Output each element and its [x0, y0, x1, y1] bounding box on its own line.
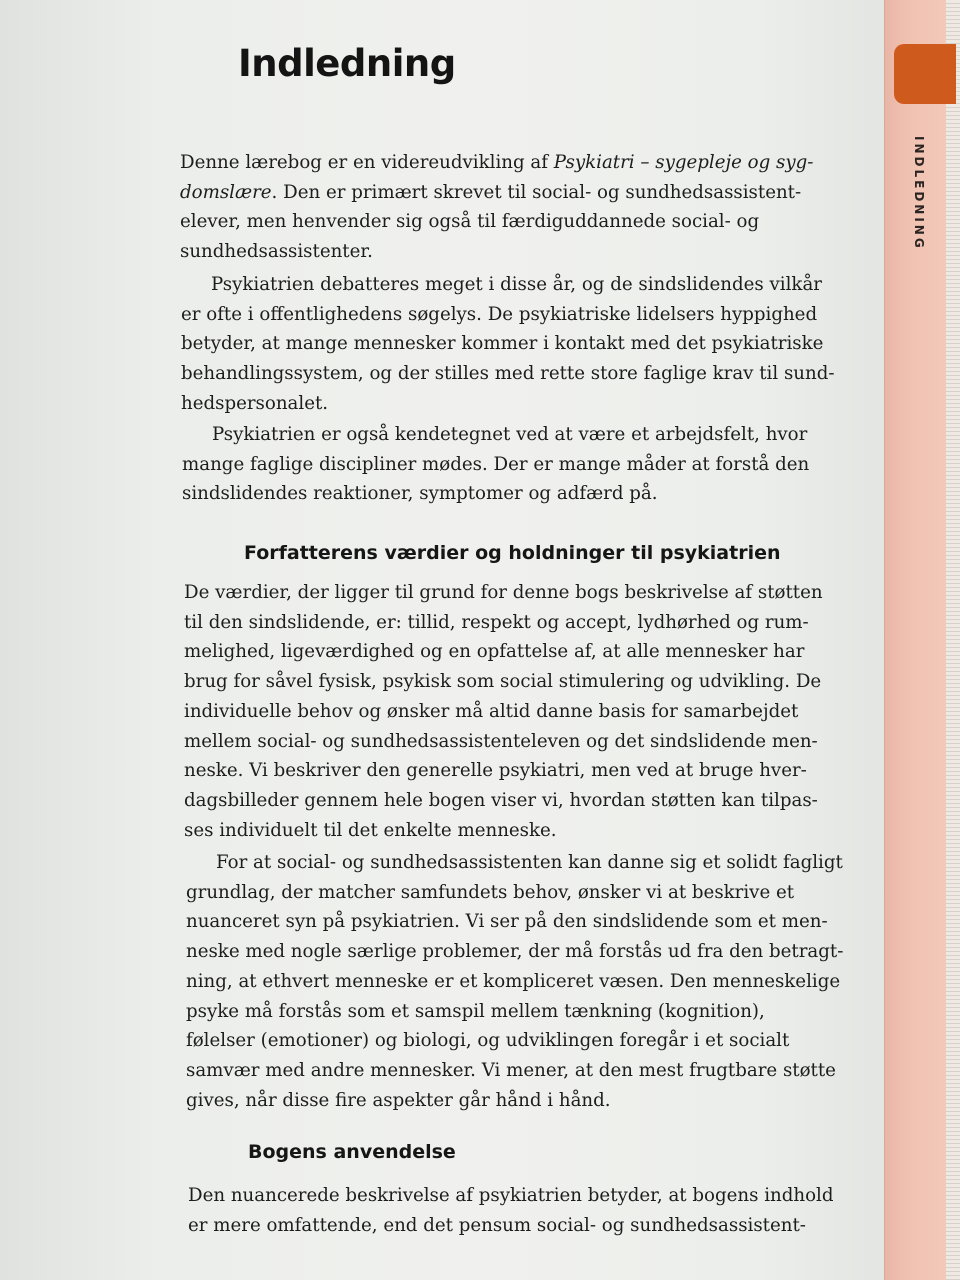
text-line: Psykiatrien debatteres meget i disse år, og de sindslidendes vilkår — [211, 274, 822, 295]
text-line: Den nuancerede beskrivelse af psykiatrien betyder, at bogens indhold — [188, 1185, 834, 1206]
text-line: sundhedsassistenter. — [180, 241, 373, 263]
text-line: nuanceret syn på psykiatrien. Vi ser på den sindslidende som et men- — [186, 911, 828, 933]
text-line: er mere omfattende, end det pensum social- og sundhedsassistent- — [188, 1214, 806, 1236]
section-heading-usage: Bogens anvendelse — [248, 1141, 456, 1163]
text-line: følelser (emotioner) og biologi, og udviklingen foregår i et socialt — [186, 1030, 790, 1052]
text-line: behandlingssystem, og der stilles med rette store faglige krav til sund- — [181, 363, 835, 385]
text-line: mange faglige discipliner mødes. Der er mange måder at forstå den — [182, 453, 810, 475]
intro-paragraph-3 — [182, 420, 842, 509]
values-paragraph-1 — [184, 578, 844, 845]
text-line: dagsbilleder gennem hele bogen viser vi, hvordan støtten kan tilpas- — [184, 789, 818, 811]
chapter-tab-label: INDLEDNING — [912, 136, 926, 251]
text-line: elever, men henvender sig også til færdiguddannede social- og — [180, 211, 760, 233]
text-line: til den sindslidende, er: tillid, respekt og accept, lydhørhed og rum- — [184, 611, 809, 633]
chapter-heading: Indledning — [238, 42, 456, 85]
text-line: individuelle behov og ønsker må altid danne basis for samarbejdet — [184, 700, 799, 722]
values-paragraph-2 — [186, 848, 846, 1115]
text-line: neske. Vi beskriver den generelle psykiatri, men ved at bruge hver- — [184, 760, 807, 782]
text-line: sindslidendes reaktioner, symptomer og adfærd på. — [182, 483, 658, 505]
text-line: Psykiatrien er også kendetegnet ved at være et arbejdsfelt, hvor — [212, 424, 808, 445]
intro-paragraph-2 — [181, 270, 841, 419]
intro-paragraph-1 — [180, 148, 840, 267]
text-line: neske med nogle særlige problemer, der må forstås ud fra den betragt- — [186, 941, 844, 963]
text-line: gives, når disse fire aspekter går hånd i hånd. — [186, 1089, 611, 1111]
text-line: domslære. Den er primært skrevet til social- og sundhedsassistent- — [180, 181, 802, 203]
text-line: mellem social- og sundhedsassistenteleven og det sindslidende men- — [184, 730, 818, 752]
text-line: brug for såvel fysisk, psykisk som social stimulering og udvikling. De — [184, 671, 822, 693]
text-line: ning, at ethvert menneske er et kompliceret væsen. Den menneskelige — [186, 970, 841, 992]
text-line: betyder, at mange mennesker kommer i kontakt med det psykiatriske — [181, 333, 824, 355]
text-line: De værdier, der ligger til grund for denne bogs beskrivelse af støtten — [184, 582, 823, 603]
text-line: Denne lærebog er en videreudvikling af Psykiatri – sygepleje og syg- — [180, 152, 814, 173]
text-line: grundlag, der matcher samfundets behov, ønsker vi at beskrive et — [186, 881, 795, 903]
text-line: For at social- og sundhedsassistenten kan danne sig et solidt fagligt — [216, 852, 843, 873]
text-line: melighed, ligeværdighed og en opfattelse af, at alle mennesker har — [184, 641, 805, 663]
text-line: hedspersonalet. — [181, 392, 329, 414]
text-line: samvær med andre mennesker. Vi mener, at den mest frugtbare støtte — [186, 1059, 836, 1081]
section-heading-values: Forfatterens værdier og holdninger til psykiatrien — [244, 542, 781, 564]
text-line: psyke må forstås som et samspil mellem tænkning (kognition), — [186, 1000, 765, 1022]
text-line: er ofte i offentlighedens søgelys. De psykiatriske lidelsers hyppighed — [181, 303, 818, 325]
page-edges — [946, 0, 960, 1280]
usage-paragraph-1 — [188, 1181, 848, 1240]
text-line: ses individuelt til det enkelte menneske. — [184, 819, 557, 841]
chapter-tab-marker — [894, 44, 956, 104]
